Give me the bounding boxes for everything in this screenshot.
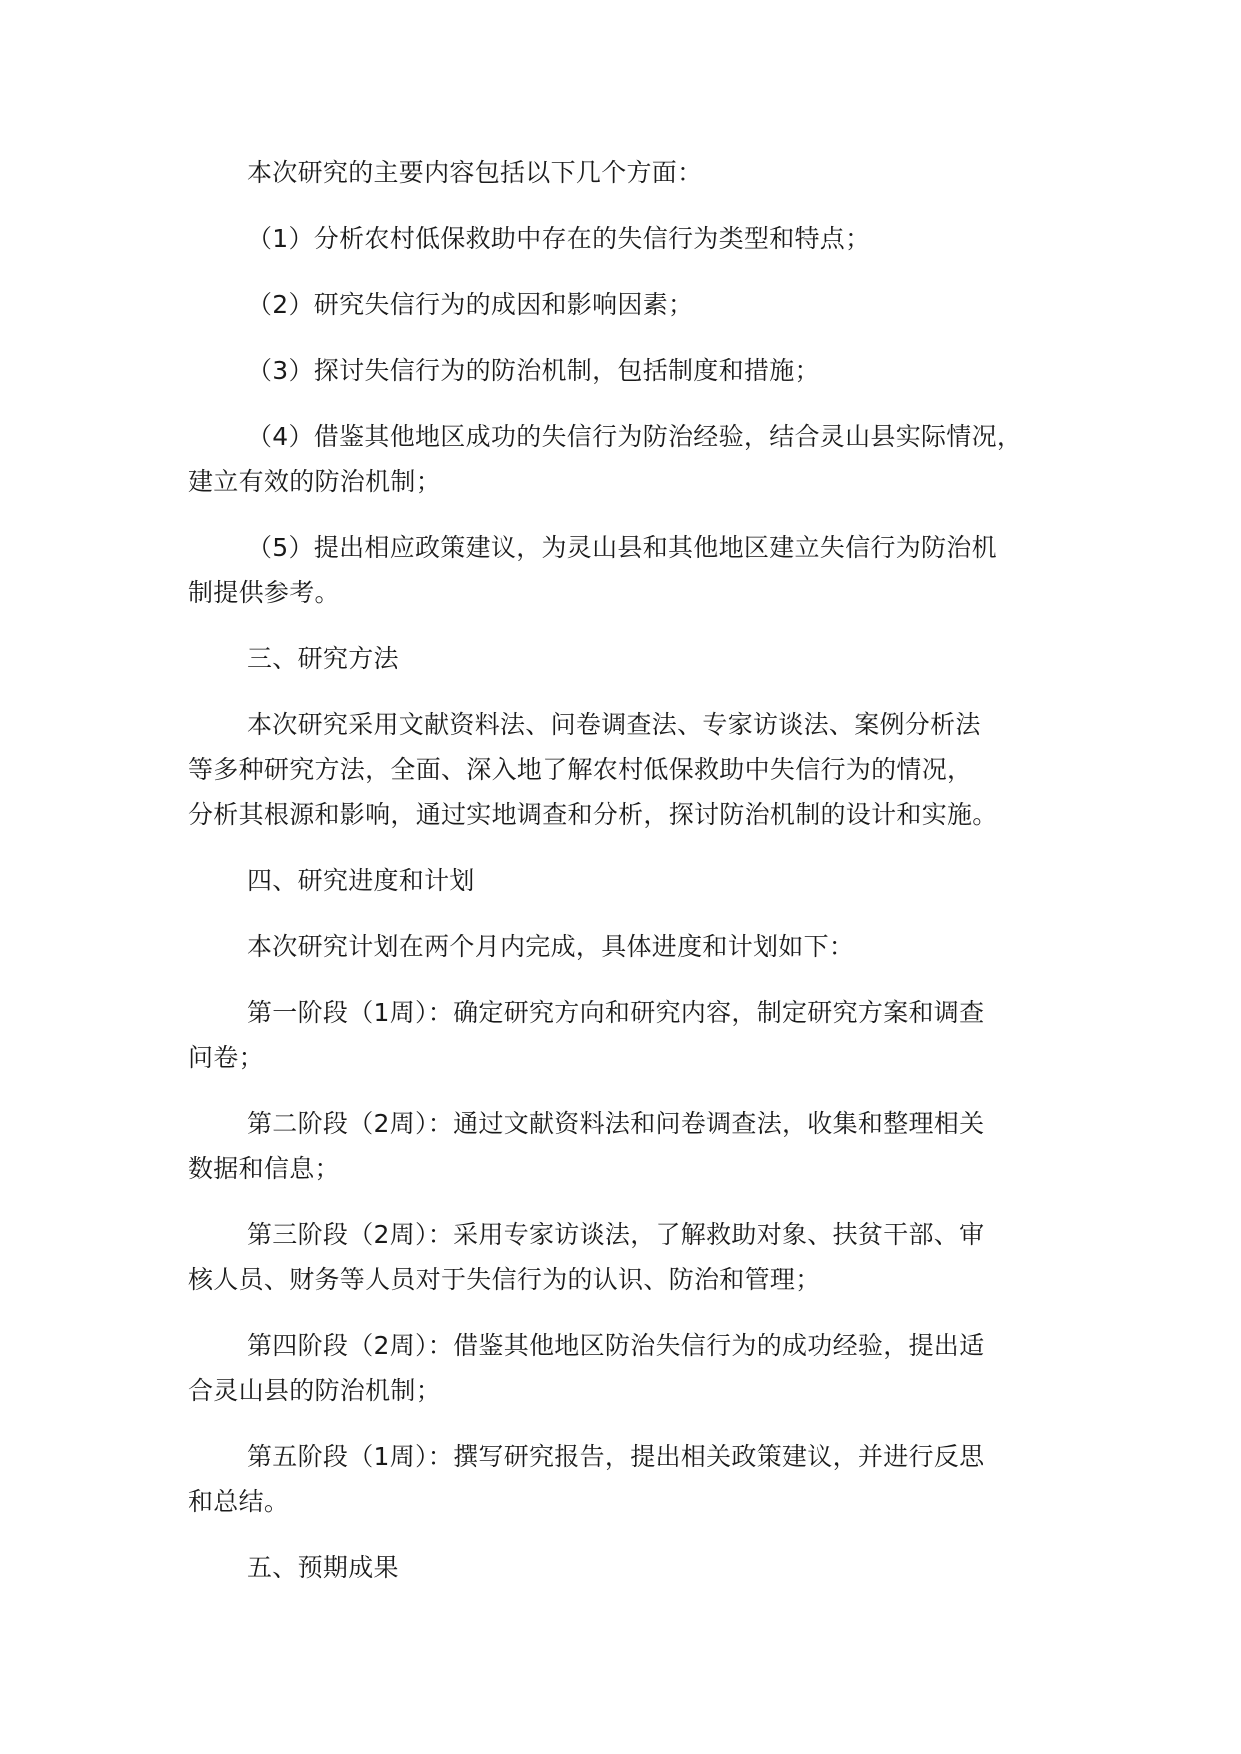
section-heading-schedule <box>188 858 1068 903</box>
text-line: 本次研究采用文献资料法、问卷调查法、专家访谈法、案例分析法 <box>247 710 981 739</box>
paragraph-item-3 <box>188 348 1068 393</box>
text-line: 第四阶段（2周）：借鉴其他地区防治失信行为的成功经验，提出适 <box>247 1331 985 1360</box>
paragraph-methods <box>188 702 1068 837</box>
document-body <box>188 150 1068 1611</box>
section-heading-expected-results <box>188 1545 1068 1590</box>
paragraph-stage-3 <box>188 1212 1068 1302</box>
text-line: 本次研究的主要内容包括以下几个方面： <box>247 158 703 187</box>
text-line: 核人员、财务等人员对于失信行为的认识、防治和管理； <box>188 1265 821 1294</box>
text-line: 四、研究进度和计划 <box>247 866 475 895</box>
text-line: 本次研究计划在两个月内完成，具体进度和计划如下： <box>247 932 855 961</box>
text-line: 三、研究方法 <box>247 644 399 673</box>
text-line: （2）研究失信行为的成因和影响因素； <box>247 290 694 319</box>
text-line: 问卷； <box>188 1043 264 1072</box>
text-line: （3）探讨失信行为的防治机制，包括制度和措施； <box>247 356 820 385</box>
section-heading-methods <box>188 636 1068 681</box>
text-line: 分析其根源和影响，通过实地调查和分析，探讨防治机制的设计和实施。 <box>188 800 998 829</box>
paragraph-stage-4 <box>188 1323 1068 1413</box>
text-line: 第五阶段（1周）：撰写研究报告，提出相关政策建议，并进行反思 <box>247 1442 985 1471</box>
text-line: 等多种研究方法，全面、深入地了解农村低保救助中失信行为的情况， <box>188 755 973 784</box>
text-line: 第二阶段（2周）：通过文献资料法和问卷调查法，收集和整理相关 <box>247 1109 985 1138</box>
text-line: （5）提出相应政策建议，为灵山县和其他地区建立失信行为防治机 <box>247 533 997 562</box>
paragraph-item-1 <box>188 216 1068 261</box>
text-line: 建立有效的防治机制； <box>188 467 442 496</box>
paragraph-stage-1 <box>188 990 1068 1080</box>
text-line: （4）借鉴其他地区成功的失信行为防治经验，结合灵山县实际情况， <box>247 422 1023 451</box>
text-line: 和总结。 <box>188 1487 290 1516</box>
paragraph-stage-2 <box>188 1101 1068 1191</box>
text-line: 第一阶段（1周）：确定研究方向和研究内容，制定研究方案和调查 <box>247 998 985 1027</box>
text-line: 第三阶段（2周）：采用专家访谈法，了解救助对象、扶贫干部、审 <box>247 1220 985 1249</box>
paragraph-item-5 <box>188 525 1068 615</box>
text-line: 数据和信息； <box>188 1154 340 1183</box>
text-line: （1）分析农村低保救助中存在的失信行为类型和特点； <box>247 224 871 253</box>
paragraph-item-4 <box>188 414 1068 504</box>
paragraph-item-2 <box>188 282 1068 327</box>
text-line: 制提供参考。 <box>188 578 340 607</box>
paragraph-stage-5 <box>188 1434 1068 1524</box>
paragraph-schedule-intro <box>188 924 1068 969</box>
paragraph-research-content-intro <box>188 150 1068 195</box>
text-line: 五、预期成果 <box>247 1553 399 1582</box>
text-line: 合灵山县的防治机制； <box>188 1376 442 1405</box>
